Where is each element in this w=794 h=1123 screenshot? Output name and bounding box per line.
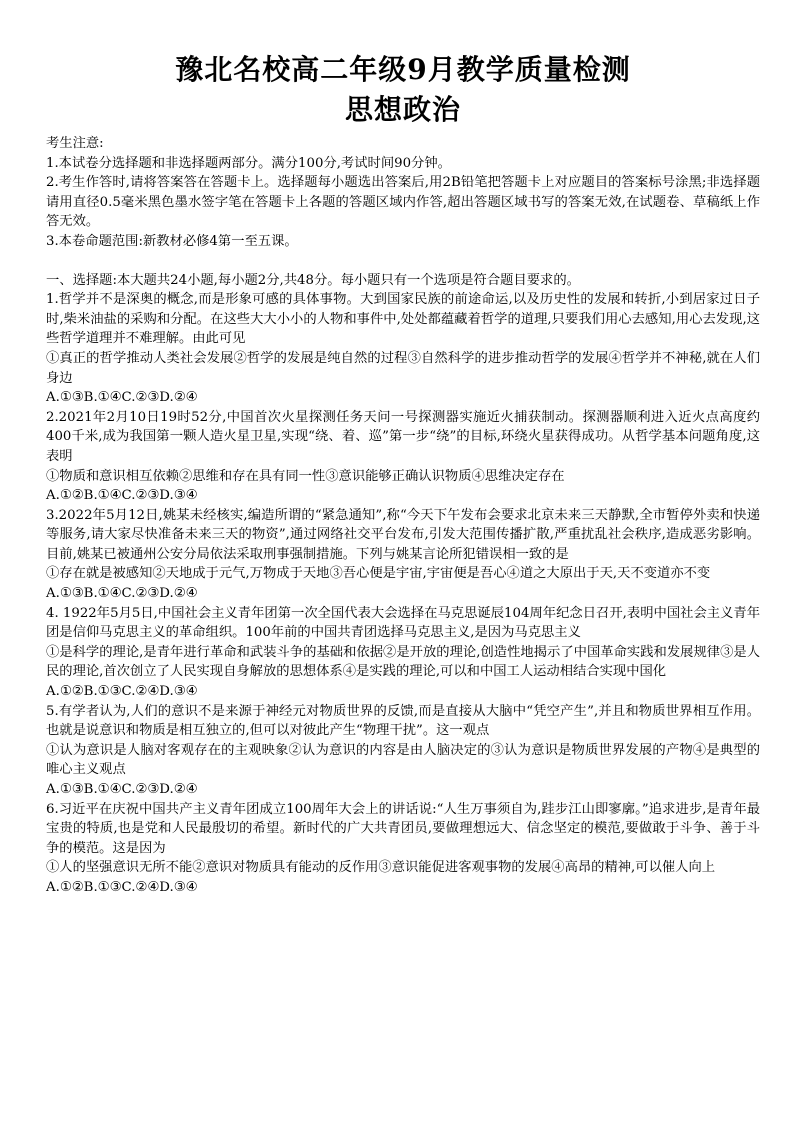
question-3 xyxy=(46,506,760,604)
exam-notes xyxy=(46,134,760,252)
question-statements: ①真正的哲学推动人类社会发展②哲学的发展是纯自然的过程③自然科学的进步推动哲学的发展④哲学并不神秘,就在人们身边 xyxy=(46,350,760,386)
question-2 xyxy=(46,408,760,506)
question-statements: ①认为意识是人脑对客观存在的主观映象②认为意识的内容是由人脑决定的③认为意识是物质世界发展的产物④是典型的唯心主义观点 xyxy=(46,742,760,778)
question-options: A.①②B.①③C.②④D.③④ xyxy=(46,879,198,895)
note-item: 2.考生作答时,请将答案答在答题卡上。选择题每小题选出答案后,用2B铅笔把答题卡上对应题目的答案标号涂黑;非选择题请用直径0.5毫米黑色墨水签字笔在答题卡上各题的答题区域内作答,超出答题区域书写的答案无效,在试题卷、草稿纸上作答无效。 xyxy=(46,175,760,230)
question-stem: 3.2022年5月12日,姚某未经核实,编造所谓的“紧急通知”,称“今天下午发布会要求北京未来三天静默,全市暂停外卖和快递等服务,请大家尽快准备未来三天的物资”,通过网络社交平台发布,引发大范围传播扩散,严重扰乱社会秩序,造成恶劣影响。目前,姚某已被通州公安分局依法采取刑事强制措施。下列与姚某言论所犯错误相一致的是 xyxy=(46,507,760,562)
note-item: 1.本试卷分选择题和非选择题两部分。满分100分,考试时间90分钟。 xyxy=(46,155,451,171)
question-4 xyxy=(46,604,760,702)
question-options: A.①③B.①④C.②③D.②④ xyxy=(46,586,198,602)
section-heading: 一、选择题:本大题共24小题,每小题2分,共48分。每小题只有一个选项是符合题目要求的。 xyxy=(46,272,580,288)
question-options: A.①②B.①④C.②③D.③④ xyxy=(46,488,198,504)
question-statements: ①是科学的理论,是青年进行革命和武装斗争的基础和依据②是开放的理论,创造性地揭示了中国革命实践和发展规律③是人民的理论,首次创立了人民实现自身解放的思想体系④是实践的理论,可以和中国工人运动相结合实现中国化 xyxy=(46,644,760,680)
question-5 xyxy=(46,702,760,800)
subject-title: 思想政治 xyxy=(344,93,461,126)
question-options: A.①③B.①④C.②③D.②④ xyxy=(46,782,198,797)
exam-page xyxy=(46,52,760,898)
question-statements: ①存在就是被感知②天地成于元气,万物成于天地③吾心便是宇宙,宇宙便是吾心④道之大原出于天,天不变道亦不变 xyxy=(46,566,711,582)
question-statements: ①人的坚强意识无所不能②意识对物质具有能动的反作用③意识能促进客观事物的发展④高昂的精神,可以催人向上 xyxy=(46,860,716,876)
question-options: A.①③B.①④C.②③D.②④ xyxy=(46,390,198,406)
question-stem: 6.习近平在庆祝中国共产主义青年团成立100周年大会上的讲话说:“人生万事须自为,跬步江山即寥廓。”追求进步,是青年最宝贵的特质,也是党和人民最殷切的希望。新时代的广大共青团员,要做理想远大、信念坚定的模范,要做敢于斗争、善于斗争的模范。这是因为 xyxy=(46,801,760,856)
question-6 xyxy=(46,800,760,898)
question-statements: ①物质和意识相互依赖②思维和存在具有同一性③意识能够正确认识物质④思维决定存在 xyxy=(46,468,565,484)
question-stem: 4. 1922年5月5日,中国社会主义青年团第一次全国代表大会选择在马克思诞辰104周年纪念日召开,表明中国社会主义青年团是信仰马克思主义的革命组织。100年前的中国共青团选择马克思主义,是因为马克思主义 xyxy=(46,605,760,641)
question-stem: 2.2021年2月10日19时52分,中国首次火星探测任务天问一号探测器实施近火捕获制动。探测器顺利进入近火点高度约400千米,成为我国第一颗人造火星卫星,实现“绕、着、巡”第一步“绕”的目标,环绕火星获得成功。从哲学基本问题角度,这表明 xyxy=(46,409,760,464)
question-options: A.①②B.①③C.②④D.③④ xyxy=(46,684,198,700)
question-stem: 5.有学者认为,人们的意识不是来源于神经元对物质世界的反馈,而是直接从大脑中“凭空产生”,并且和物质世界相互作用。也就是说意识和物质是相互独立的,但可以对彼此产生“物理干扰”。这一观点 xyxy=(46,703,760,739)
question-stem: 1.哲学并不是深奥的概念,而是形象可感的具体事物。大到国家民族的前途命运,以及历史性的发展和转折,小到居家过日子时,柴米油盐的采购和分配。在这些大大小小的人物和事件中,处处都蕴藏着哲学的道理,只要我们用心去感知,用心去发现,这些哲学道理并不难理解。由此可见 xyxy=(46,292,760,347)
exam-title: 豫北名校高二年级9月教学质量检测 xyxy=(175,53,631,86)
notes-heading: 考生注意: xyxy=(46,136,104,151)
note-item: 3.本卷命题范围:新教材必修4第一至五课。 xyxy=(46,233,298,249)
question-1 xyxy=(46,290,760,408)
